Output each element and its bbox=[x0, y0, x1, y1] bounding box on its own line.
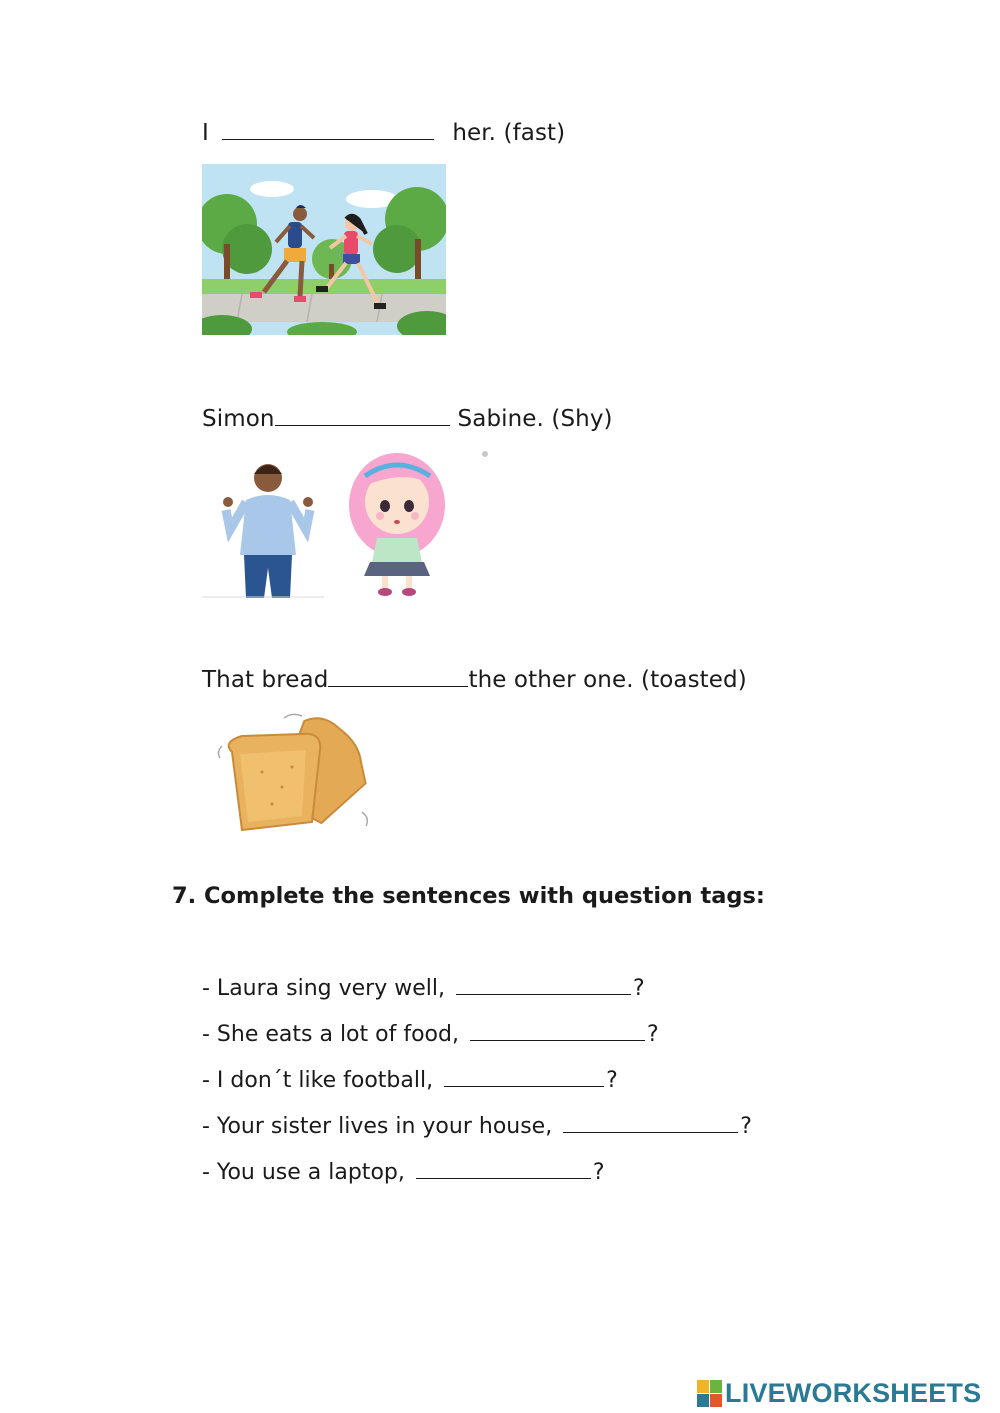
question-text: - Laura sing very well, bbox=[202, 976, 445, 1001]
liveworksheets-logo bbox=[697, 1378, 981, 1409]
sentence-start: I bbox=[202, 120, 209, 146]
answer-blank[interactable] bbox=[470, 1022, 645, 1041]
exercise-number: 7. bbox=[172, 883, 197, 909]
question-text: - You use a laptop, bbox=[202, 1160, 405, 1185]
question-text: - She eats a lot of food, bbox=[202, 1022, 459, 1047]
exercise-heading bbox=[172, 883, 765, 909]
exercise-title: Complete the sentences with question tags: bbox=[204, 883, 765, 909]
answer-blank[interactable] bbox=[563, 1114, 738, 1133]
answer-blank[interactable] bbox=[328, 668, 468, 687]
sentence-start: That bread bbox=[202, 667, 329, 693]
question-tag-row bbox=[202, 1068, 618, 1093]
sentence-1 bbox=[202, 120, 565, 146]
question-mark: ? bbox=[646, 1022, 659, 1047]
question-text: - I don´t like football, bbox=[202, 1068, 434, 1093]
answer-blank[interactable] bbox=[444, 1068, 604, 1087]
answer-blank[interactable] bbox=[416, 1160, 591, 1179]
question-tag-row bbox=[202, 1022, 659, 1047]
question-mark: ? bbox=[632, 976, 645, 1001]
sentence-end: her. (fast) bbox=[452, 120, 566, 146]
sentence-2 bbox=[202, 406, 613, 432]
question-text: - Your sister lives in your house, bbox=[202, 1114, 553, 1139]
question-tag-row bbox=[202, 1160, 605, 1185]
runners-image bbox=[202, 164, 446, 335]
question-mark: ? bbox=[606, 1068, 618, 1093]
boy-and-girl-image bbox=[202, 450, 492, 600]
sentence-start: Simon bbox=[202, 406, 275, 432]
answer-blank[interactable] bbox=[275, 407, 450, 426]
sentence-end: the other one. (toasted) bbox=[468, 667, 747, 693]
toast-image bbox=[212, 712, 382, 860]
question-tag-row bbox=[202, 1114, 752, 1139]
question-mark: ? bbox=[740, 1114, 752, 1139]
logo-text: LIVEWORKSHEETS bbox=[725, 1378, 982, 1408]
question-tag-row bbox=[202, 976, 645, 1001]
logo-badge-icon bbox=[697, 1380, 722, 1407]
answer-blank[interactable] bbox=[222, 121, 434, 140]
answer-blank[interactable] bbox=[456, 976, 631, 995]
sentence-3 bbox=[202, 667, 747, 693]
sentence-end: Sabine. (Shy) bbox=[457, 406, 613, 432]
question-mark: ? bbox=[592, 1160, 605, 1185]
